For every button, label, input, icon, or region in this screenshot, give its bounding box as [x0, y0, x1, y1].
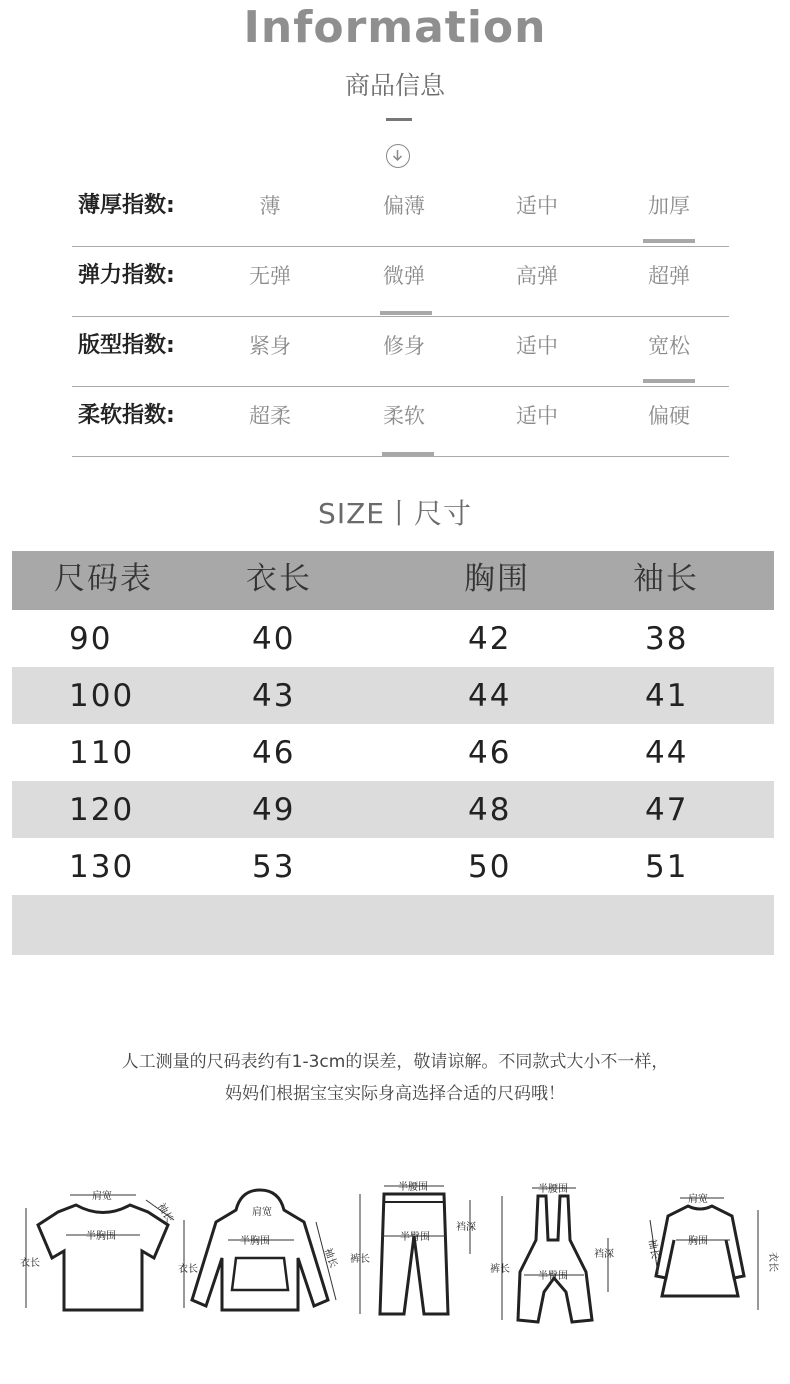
diagram-label: 胸围: [688, 1236, 708, 1247]
tshirt-diagram: [18, 1180, 178, 1320]
index-option: 无弹: [249, 264, 291, 288]
index-row-thickness: [72, 177, 729, 247]
column-header: 衣长: [246, 561, 312, 597]
note-line: 人工测量的尺码表约有1-3cm的误差，敬请谅解。不同款式大小不一样，: [121, 1052, 669, 1072]
column-header: 胸围: [464, 561, 530, 597]
row-divider: [72, 456, 729, 457]
title-divider: [386, 118, 412, 121]
note-line: 妈妈们根据宝宝实际身高选择合适的尺码哦！: [225, 1084, 565, 1104]
table-cell: 46: [252, 735, 296, 771]
diagram-label: 袖长: [321, 1246, 339, 1270]
table-cell: 38: [645, 621, 689, 657]
index-label: 柔软指数:: [78, 403, 175, 428]
index-option-selected: 微弹: [383, 264, 425, 288]
table-cell: 43: [252, 678, 296, 714]
diagram-label: 半胸围: [86, 1231, 116, 1242]
table-cell: 110: [69, 735, 135, 771]
table-row: [12, 610, 774, 667]
diagram-label: 半臀围: [538, 1271, 568, 1282]
index-label: 弹力指数:: [78, 263, 175, 288]
diagram-label: 肩宽: [252, 1207, 272, 1218]
diagram-label: 半腰围: [398, 1182, 428, 1193]
table-row-empty: [12, 895, 774, 955]
index-label: 薄厚指数:: [78, 193, 175, 218]
index-option: 偏薄: [383, 194, 425, 218]
pants-diagram: [348, 1180, 498, 1320]
index-option: 紧身: [249, 334, 291, 358]
index-option: 薄: [259, 194, 281, 218]
index-option-selected: 加厚: [648, 194, 690, 218]
page-title: Information: [243, 2, 547, 53]
index-row-fit: [72, 317, 729, 387]
table-cell: 130: [69, 849, 135, 885]
index-option: 适中: [516, 334, 558, 358]
dress-diagram: [640, 1180, 785, 1320]
diagram-label: 半胸围: [240, 1236, 270, 1247]
diagram-label: 裤长: [490, 1264, 510, 1275]
size-table-header: [12, 551, 774, 610]
diagram-label: 衣长: [767, 1252, 778, 1272]
index-option: 适中: [516, 404, 558, 428]
table-row: [12, 781, 774, 838]
table-cell: 44: [468, 678, 512, 714]
diagram-label: 半臀围: [400, 1232, 430, 1243]
diagram-label: 衣长: [20, 1258, 40, 1269]
index-option: 偏硬: [648, 404, 690, 428]
selected-marker: [643, 379, 695, 383]
diagram-label: 衣长: [178, 1264, 198, 1275]
index-option: 高弹: [516, 264, 558, 288]
size-table: [12, 551, 774, 955]
arrow-down-circle-icon: [386, 144, 410, 168]
diagram-label: 肩宽: [92, 1191, 112, 1202]
hoodie-diagram: [176, 1180, 341, 1320]
index-option: 超弹: [648, 264, 690, 288]
size-note: [0, 1046, 790, 1110]
index-row-elasticity: [72, 247, 729, 317]
table-row: [12, 667, 774, 724]
index-label: 版型指数:: [78, 333, 175, 358]
table-cell: 46: [468, 735, 512, 771]
diagram-label: 裆深: [594, 1249, 614, 1260]
size-heading: SIZE丨尺寸: [318, 497, 472, 530]
selected-marker: [643, 239, 695, 243]
diagram-label: 袖长: [155, 1201, 175, 1225]
table-cell: 42: [468, 621, 512, 657]
table-cell: 100: [69, 678, 135, 714]
diagram-label: 半腰围: [538, 1184, 568, 1195]
overalls-diagram: [488, 1180, 638, 1330]
column-header: 袖长: [633, 561, 699, 597]
table-row: [12, 724, 774, 781]
index-option: 适中: [516, 194, 558, 218]
table-cell: 40: [252, 621, 296, 657]
selected-marker: [380, 311, 432, 315]
diagram-label: 裤长: [350, 1254, 370, 1265]
table-cell: 53: [252, 849, 296, 885]
index-row-softness: [72, 387, 729, 457]
diagram-label: 袖长: [645, 1238, 661, 1260]
index-option-selected: 宽松: [648, 334, 690, 358]
index-option: 超柔: [249, 404, 291, 428]
table-cell: 120: [69, 792, 135, 828]
diagram-label: 肩宽: [688, 1194, 708, 1205]
table-row: [12, 838, 774, 895]
table-cell: 51: [645, 849, 689, 885]
table-cell: 47: [645, 792, 689, 828]
index-option-selected: 柔软: [383, 404, 425, 428]
index-option: 修身: [383, 334, 425, 358]
table-cell: 90: [69, 621, 113, 657]
table-cell: 49: [252, 792, 296, 828]
table-cell: 50: [468, 849, 512, 885]
table-cell: 44: [645, 735, 689, 771]
page-subtitle: 商品信息: [344, 71, 445, 100]
table-cell: 48: [468, 792, 512, 828]
table-cell: 41: [645, 678, 689, 714]
column-header: 尺码表: [54, 561, 153, 597]
diagram-label: 裆深: [456, 1222, 476, 1233]
